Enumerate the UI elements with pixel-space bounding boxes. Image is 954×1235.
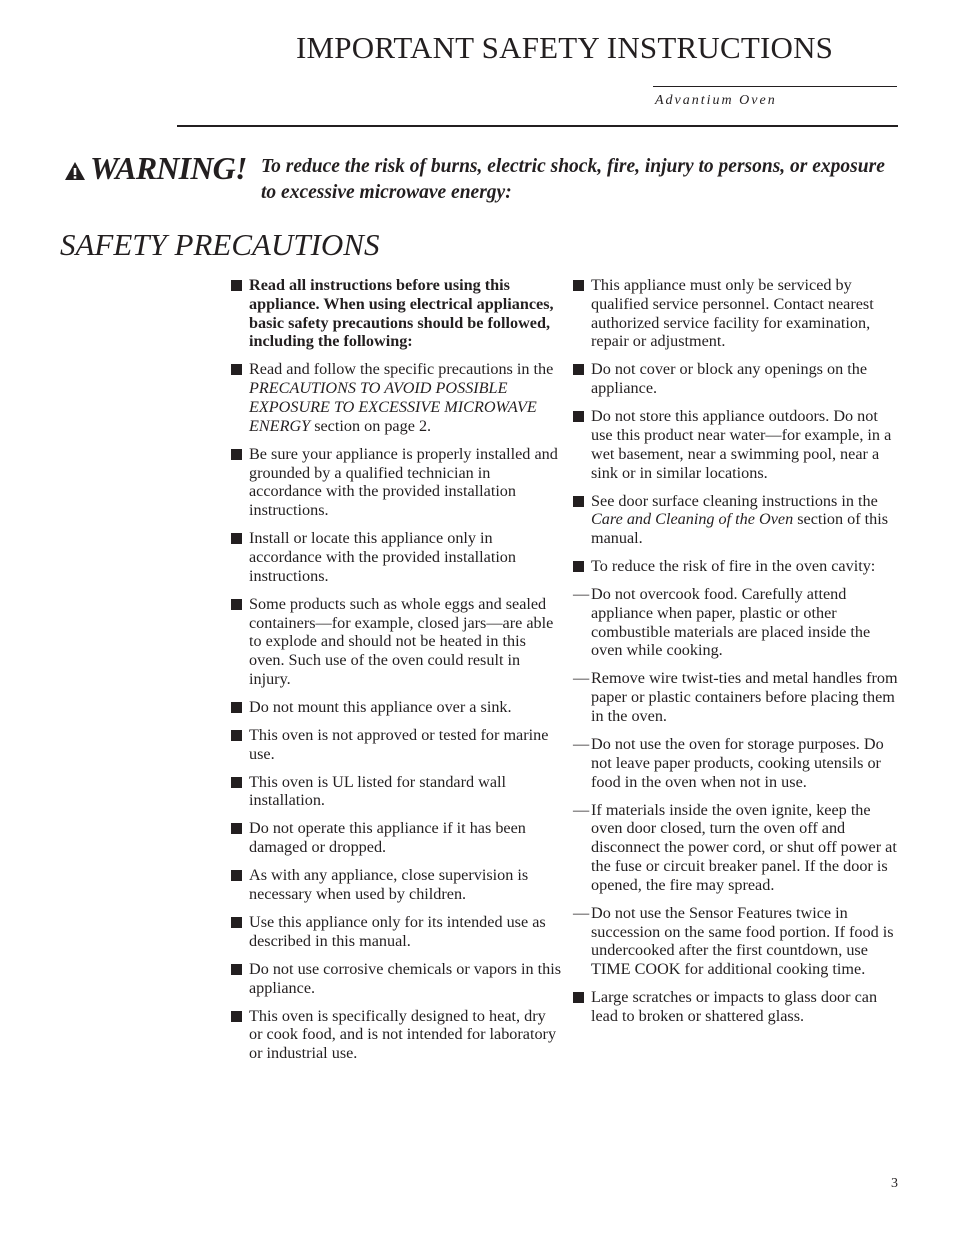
dash-marker: — [573,735,590,754]
item-text: To reduce the risk of fire in the oven cavity: [591,557,876,576]
warning-triangle-icon [64,160,86,182]
item-emphasis: Care and Cleaning of the Oven [591,510,794,529]
square-bullet-icon [231,917,242,928]
square-bullet-icon [231,449,242,460]
square-bullet-icon [573,992,584,1003]
item-text: section on page 2. [310,416,432,435]
list-item [231,360,561,435]
item-text: See door surface cleaning instructions in the [591,491,878,510]
warning-text: WARNING! [90,150,247,186]
sub-list-item [573,904,903,979]
item-text: Do not store this appliance outdoors. Do not use this product near water—for example, in a wet basement, near a swimming pool, near a sink or in similar locations. [591,407,892,482]
list-item [231,1007,561,1063]
item-text: This appliance must only be serviced by qualified service personnel. Contact nearest authorized service facility for examination, repair or adjustment. [591,276,874,351]
page-number: 3 [891,1176,898,1191]
list-item [573,557,903,576]
list-item [231,698,561,717]
item-text: Do not cover or block any openings on the appliance. [591,360,868,398]
square-bullet-icon [231,964,242,975]
item-text: Large scratches or impacts to glass door can lead to broken or shattered glass. [591,988,878,1025]
left-column [231,276,561,1072]
dash-marker: — [573,669,590,688]
item-text: Use this appliance only for its intended use as described in this manual. [249,912,546,950]
square-bullet-icon [231,599,242,610]
square-bullet-icon [231,730,242,741]
list-item [231,445,561,520]
list-item [231,726,561,764]
list-item [231,819,561,857]
square-bullet-icon [231,777,242,788]
item-text: Install or locate this appliance only in accordance with the provided installation instructions. [249,529,516,585]
subtitle-rule [653,86,897,87]
list-item [231,773,561,811]
section-title: SAFETY PRECAUTIONS [60,227,380,262]
square-bullet-icon [231,280,242,291]
square-bullet-icon [231,870,242,881]
item-text: If materials inside the oven ignite, keep the oven door closed, turn the oven off and disconnect the power cord, or shut off power at the fuse or circuit breaker panel. If the door is opened, the fire may spread. [591,800,897,894]
item-text: As with any appliance, close supervision is necessary when used by children. [249,866,529,903]
document-subtitle: Advantium Oven [655,93,777,108]
warning-label [64,150,247,187]
square-bullet-icon [231,702,242,713]
square-bullet-icon [231,1011,242,1022]
sub-list-item [573,669,903,725]
item-text: section of this manual. [591,510,889,548]
item-text: Remove wire twist-ties and metal handles from paper or plastic containers before placing them in the oven. [591,669,898,726]
list-item [231,913,561,951]
item-text: This oven is not approved or tested for marine use. [249,725,549,763]
square-bullet-icon [573,280,584,291]
square-bullet-icon [573,364,584,375]
page-title: IMPORTANT SAFETY INSTRUCTIONS [296,30,834,65]
header-divider [177,125,898,127]
list-item [231,960,561,998]
list-item [573,492,903,548]
dash-marker: — [573,903,590,922]
item-text: Do not use the Sensor Features twice in succession on the same food portion. If food is undercooked after the first countdown, use TIME COOK for additional cooking time. [591,903,894,979]
dash-marker: — [573,800,590,819]
sub-list-item [573,801,903,895]
sub-list-item [573,585,903,660]
item-text: Read all instructions before using this appliance. When using electrical appliances, basic safety precautions should be followed, including the following: [249,276,554,351]
square-bullet-icon [231,364,242,375]
right-column [573,276,903,1035]
item-text: Some products such as whole eggs and sealed containers—for example, closed jars—are able to explode and should not be heated in this oven. Such use of the oven could result in injury. [249,594,554,688]
item-text: This oven is specifically designed to heat, dry or cook food, and is not intended for laboratory or industrial use. [249,1006,557,1063]
item-text: Do not use the oven for storage purposes. Do not leave paper products, cooking utensils or food in the oven when not in use. [591,735,884,791]
item-text: Do not operate this appliance if it has been damaged or dropped. [249,819,526,857]
item-text: Be sure your appliance is properly installed and grounded by a qualified technician in accordance with the provided installation instructions. [249,444,558,520]
item-text: Do not use corrosive chemicals or vapors in this appliance. [249,959,561,997]
item-text: This oven is UL listed for standard wall installation. [249,772,506,810]
item-text: Do not mount this appliance over a sink. [249,697,512,716]
sub-list-item [573,735,903,791]
square-bullet-icon [231,823,242,834]
warning-message: To reduce the risk of burns, electric shock, fire, injury to persons, or exposure to excessive microwave energy: [261,156,885,203]
list-item [231,529,561,585]
list-item [231,866,561,904]
dash-marker: — [573,585,590,604]
item-text: Read and follow the specific precautions in the [249,360,554,379]
square-bullet-icon [231,533,242,544]
list-item [231,595,561,689]
item-text: Do not overcook food. Carefully attend appliance when paper, plastic or other combustible materials are placed inside the oven while cooking. [591,585,871,660]
list-item [573,988,903,1026]
square-bullet-icon [573,561,584,572]
square-bullet-icon [573,496,584,507]
list-item [573,360,903,398]
list-item [573,407,903,482]
square-bullet-icon [573,411,584,422]
list-item [573,276,903,351]
item-emphasis: PRECAUTIONS TO AVOID POSSIBLE EXPOSURE TO EXCESSIVE MICROWAVE ENERGY [249,379,537,435]
list-item [231,276,561,351]
